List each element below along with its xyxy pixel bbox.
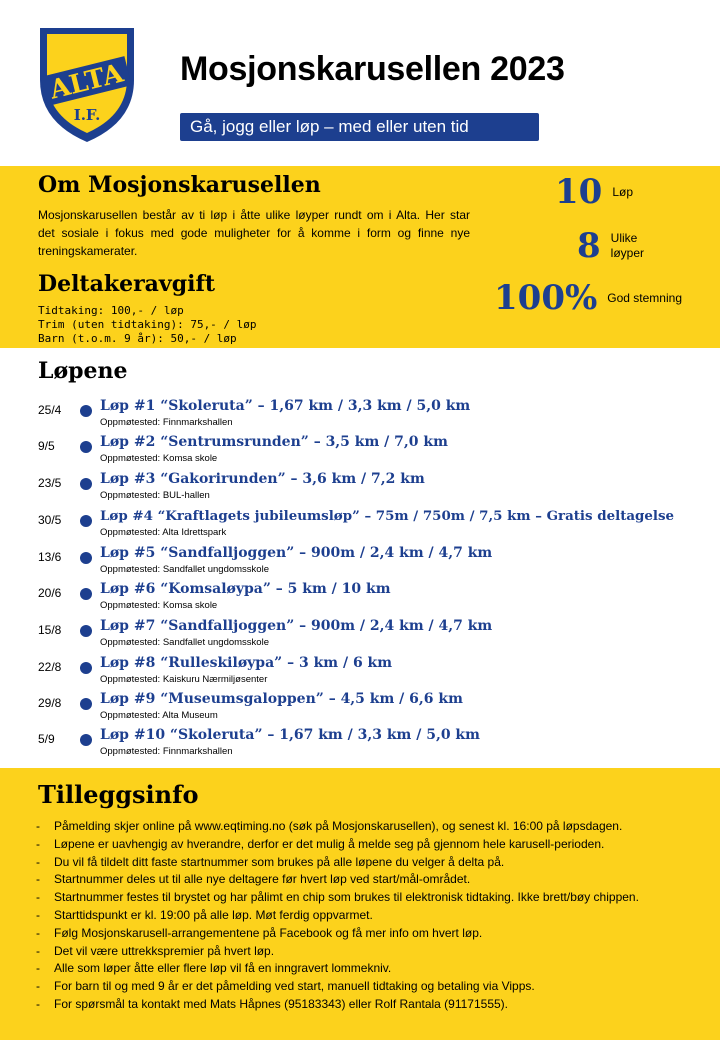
info-list	[36, 818, 716, 1014]
bullet-icon	[80, 441, 92, 453]
stat-mood	[494, 278, 682, 318]
fee-list	[38, 304, 257, 346]
page-title: Mosjonskarusellen 2023	[180, 50, 565, 88]
bullet-icon	[80, 698, 92, 710]
race-item	[38, 434, 718, 470]
race-venue: Oppmøtested: Sandfallet ungdomsskole	[100, 637, 269, 648]
race-name: Løp #10 “Skoleruta” – 1,67 km / 3,3 km / 5,0 km	[100, 727, 480, 743]
race-venue: Oppmøtested: Alta Museum	[100, 710, 218, 721]
race-item	[38, 508, 718, 544]
info-item: - Det vil være uttrekkspremier på hvert løp.	[36, 943, 716, 961]
stat-routes	[577, 226, 655, 266]
bullet-icon	[80, 588, 92, 600]
race-venue: Oppmøtested: Sandfallet ungdomsskole	[100, 564, 269, 575]
fee-line: Trim (uten tidtaking): 75,- / løp	[38, 318, 257, 331]
bullet-icon	[80, 625, 92, 637]
race-name: Løp #1 “Skoleruta” – 1,67 km / 3,3 km / 5,0 km	[100, 398, 471, 414]
info-item: - Starttidspunkt er kl. 19:00 på alle løp. Møt ferdig oppvarmet.	[36, 907, 716, 925]
stat-races	[555, 172, 633, 212]
bullet-icon	[80, 662, 92, 674]
info-item: - Følg Mosjonskarusell-arrangementene på Facebook og få mer info om hvert løp.	[36, 925, 716, 943]
info-item: - Påmelding skjer online på www.eqtiming.no (søk på Mosjonskarusellen), og senest kl. 16:00 på løpsdagen.	[36, 818, 716, 836]
stat-value: 10	[555, 172, 603, 212]
race-name: Løp #8 “Rulleskiløypa” – 3 km / 6 km	[100, 655, 393, 671]
race-name: Løp #9 “Museumsgaloppen” – 4,5 km / 6,6 km	[100, 691, 463, 707]
race-item	[38, 618, 718, 654]
bullet-icon	[80, 515, 92, 527]
bullet-icon	[80, 478, 92, 490]
race-venue: Oppmøtested: Finnmarkshallen	[100, 417, 233, 428]
race-name: Løp #4 “Kraftlagets jubileumsløp” – 75m / 750m / 7,5 km – Gratis deltagelse	[100, 508, 675, 524]
fee-line: Tidtaking: 100,- / løp	[38, 304, 184, 317]
info-item: - Løpene er uavhengig av hverandre, derfor er det mulig å melde seg på gjennom hele karusell-perioden.	[36, 836, 716, 854]
bullet-icon	[80, 734, 92, 746]
races-heading: Løpene	[38, 358, 128, 384]
race-name: Løp #2 “Sentrumsrunden” – 3,5 km / 7,0 km	[100, 434, 448, 450]
race-date: 30/5	[38, 513, 62, 527]
stat-label: Løp	[612, 184, 634, 199]
race-name: Løp #7 “Sandfalljoggen” – 900m / 2,4 km / 4,7 km	[100, 618, 493, 634]
info-item: - Startnummer deles ut til alle nye deltagere før hvert løp ved start/mål-området.	[36, 871, 716, 889]
info-item: - Du vil få tildelt ditt faste startnummer som brukes på alle løpene du velger å delta på.	[36, 854, 716, 872]
race-item	[38, 727, 718, 763]
race-date: 22/8	[38, 660, 62, 674]
race-item	[38, 581, 718, 617]
info-item: - For barn til og med 9 år er det påmelding ved start, manuell tidtaking og betaling via Vipps.	[36, 978, 716, 996]
fee-line: Barn (t.o.m. 9 år): 50,- / løp	[38, 332, 237, 345]
race-name: Løp #5 “Sandfalljoggen” – 900m / 2,4 km / 4,7 km	[100, 545, 493, 561]
about-text: Mosjonskarusellen består av ti løp i åtte ulike løyper rundt om i Alta. Her star det sosiale i fokus med gode muligheter for å komme i form og finne nye treningskamerater.	[38, 208, 470, 258]
race-venue: Oppmøtested: Alta Idrettspark	[100, 527, 227, 538]
race-item	[38, 691, 718, 727]
race-item	[38, 655, 718, 691]
race-date: 20/6	[38, 586, 62, 600]
stat-label: Ulike løyper	[610, 231, 645, 260]
race-item	[38, 471, 718, 507]
race-date: 15/8	[38, 623, 62, 637]
race-venue: Oppmøtested: Finnmarkshallen	[100, 746, 233, 757]
race-venue: Oppmøtested: Komsa skole	[100, 600, 218, 611]
race-date: 9/5	[38, 439, 55, 453]
info-item: - Alle som løper åtte eller flere løp vil få en inngravert lommekniv.	[36, 960, 716, 978]
race-date: 25/4	[38, 403, 62, 417]
race-name: Løp #6 “Komsaløypa” – 5 km / 10 km	[100, 581, 391, 597]
info-item: - For spørsmål ta kontakt med Mats Håpnes (95183343) eller Rolf Rantala (91171555).	[36, 996, 716, 1014]
bullet-icon	[80, 405, 92, 417]
svg-text:ALTA: ALTA	[46, 58, 127, 106]
race-venue: Oppmøtested: BUL-hallen	[100, 490, 210, 501]
info-item: - Startnummer festes til brystet og har pålimt en chip som brukes til elektronisk tidtaking. Ikke brett/bøy chippen.	[36, 889, 716, 907]
tagline-banner: Gå, jogg eller løp – med eller uten tid	[180, 113, 539, 141]
info-heading: Tilleggsinfo	[38, 780, 199, 809]
race-item	[38, 545, 718, 581]
race-name: Løp #3 “Gakorirunden” – 3,6 km / 7,2 km	[100, 471, 425, 487]
race-venue: Oppmøtested: Kaiskuru Nærmiljøsenter	[100, 674, 268, 685]
stat-value: 100%	[494, 278, 598, 318]
svg-text:I.F.: I.F.	[73, 106, 101, 124]
race-date: 29/8	[38, 696, 62, 710]
race-date: 23/5	[38, 476, 62, 490]
race-date: 5/9	[38, 732, 55, 746]
race-venue: Oppmøtested: Komsa skole	[100, 453, 218, 464]
stat-label: God stemning	[607, 290, 682, 305]
about-heading: Om Mosjonskarusellen	[38, 172, 321, 198]
alta-if-logo	[36, 22, 138, 146]
race-item	[38, 398, 718, 434]
bullet-icon	[80, 552, 92, 564]
race-date: 13/6	[38, 550, 62, 564]
stat-value: 8	[577, 226, 601, 266]
fee-heading: Deltakeravgift	[38, 271, 216, 297]
